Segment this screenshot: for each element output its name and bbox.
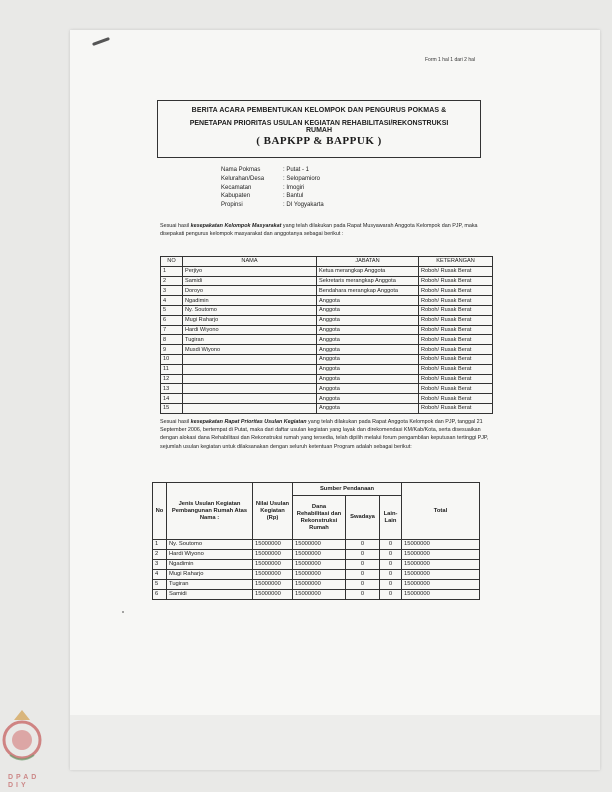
cell-total: 15000000 [402,570,480,580]
table-row [153,570,480,580]
cell-nama: Doroyo [183,286,317,296]
cell-keterangan: Roboh/ Rusak Berat [419,345,493,355]
cell-jabatan: Anggota [317,384,419,394]
table-row [161,354,493,364]
cell-nama: Hardi Wiyono [183,325,317,335]
col-no: NO [161,257,183,267]
members-header-row [161,257,493,267]
cell-dana: 15000000 [293,580,346,590]
cell-no: 1 [153,540,167,550]
cell-no: 4 [153,570,167,580]
info-value: : Selopamioro [283,175,321,182]
col-swadaya: Swadaya [346,496,380,540]
cell-no: 2 [153,550,167,560]
cell-no: 4 [161,296,183,306]
cell-lain: 0 [380,580,402,590]
cell-keterangan: Roboh/ Rusak Berat [419,384,493,394]
info-value: : Putat - 1 [283,167,310,173]
cell-dana: 15000000 [293,550,346,560]
cell-no: 5 [153,580,167,590]
table-row [161,286,493,296]
cell-jabatan: Anggota [317,296,419,306]
info-row [221,175,324,184]
table-row [153,540,480,550]
info-label: Kelurahan/Desa [221,175,265,182]
cell-nama: Ny. Soutomo [167,540,253,550]
cell-nama: Ngadimin [183,296,317,306]
info-label: Nama Pokmas [221,167,261,173]
cell-swadaya: 0 [346,550,380,560]
cell-no: 15 [161,403,183,413]
table-row [161,315,493,325]
info-label: Kecamatan [221,184,252,191]
title-line-2: PENETAPAN PRIORITAS USULAN KEGIATAN REHABILITASI/REKONSTRUKSI [189,120,449,127]
para2-text: Sesuai hasil [160,419,191,425]
table-row [153,590,480,600]
cell-jabatan: Anggota [317,345,419,355]
cell-nama: Mugi Raharjo [167,570,253,580]
info-value: : DI Yogyakarta [283,202,324,209]
table-row [161,335,493,345]
title-line-3: RUMAH [305,127,333,134]
cell-swadaya: 0 [346,590,380,600]
cell-jabatan: Bendahara merangkap Anggota [317,286,419,296]
info-row [221,192,324,201]
watermark-line-2: DIY [8,782,29,789]
table-row [161,345,493,355]
table-row [161,394,493,404]
cell-no: 3 [161,286,183,296]
cell-nama [183,403,317,413]
cell-nama [183,364,317,374]
cell-dana: 15000000 [293,560,346,570]
cell-no: 3 [153,560,167,570]
table-row [161,374,493,384]
cell-no: 8 [161,335,183,345]
cell-no: 6 [153,590,167,600]
cell-keterangan: Roboh/ Rusak Berat [419,266,493,276]
title-acronym: ( BAPKPP & BAPPUK ) [256,135,382,147]
cell-swadaya: 0 [346,580,380,590]
col-jabatan: JABATAN [317,257,419,267]
cell-keterangan: Roboh/ Rusak Berat [419,315,493,325]
info-label: Kabupaten [221,193,251,200]
cell-no: 14 [161,394,183,404]
cell-jabatan: Anggota [317,394,419,404]
cell-total: 15000000 [402,550,480,560]
cell-nama: Musdi Wiyono [183,345,317,355]
cell-nama [183,354,317,364]
cell-keterangan: Roboh/ Rusak Berat [419,286,493,296]
cell-jabatan: Anggota [317,374,419,384]
table-row [161,364,493,374]
table-row [153,580,480,590]
cell-nama: Perjiyo [183,266,317,276]
cell-total: 15000000 [402,540,480,550]
cell-dana: 15000000 [293,540,346,550]
info-row [221,166,324,175]
info-label: Propinsi [221,202,243,209]
cell-jabatan: Anggota [317,364,419,374]
col-jenis: Jenis Usulan Kegiatan Pembangunan Rumah Atas Nama : [167,483,253,540]
cell-no: 7 [161,325,183,335]
cell-nama: Samidi [183,276,317,286]
cell-nama: Ny. Soutomo [183,305,317,315]
cell-keterangan: Roboh/ Rusak Berat [419,364,493,374]
cell-keterangan: Roboh/ Rusak Berat [419,354,493,364]
priority-table [152,482,480,600]
cell-total: 15000000 [402,590,480,600]
form-number: Form 1 hal 1 dari 2 hal [425,57,476,63]
cell-nama: Tugiran [183,335,317,345]
cell-nama: Samidi [167,590,253,600]
col-no: No [153,483,167,540]
info-row [221,201,324,210]
cell-total: 15000000 [402,560,480,570]
cell-lain: 0 [380,590,402,600]
table-row [161,276,493,286]
cell-nilai: 15000000 [253,550,293,560]
cell-jabatan: Anggota [317,315,419,325]
priority-paragraph [160,418,490,451]
cell-no: 9 [161,345,183,355]
intro-paragraph [160,222,485,238]
col-sumber: Sumber Pendanaan [293,483,402,496]
cell-keterangan: Roboh/ Rusak Berat [419,325,493,335]
cell-keterangan: Roboh/ Rusak Berat [419,305,493,315]
intro-text-rest: yang telah dilakukan pada Rapat Musyawarah Anggota Kelompok dan PJP, maka disepakati pengurus kelompok masyarakat dan anggotanya sebagai berikut : [160,223,478,237]
info-value: : Imogiri [283,184,305,191]
intro-text: Sesuai hasil [160,223,191,229]
cell-jabatan: Anggota [317,305,419,315]
col-nilai: Nilai Usulan Kegiatan (Rp) [253,483,293,540]
cell-keterangan: Roboh/ Rusak Berat [419,335,493,345]
cell-keterangan: Roboh/ Rusak Berat [419,394,493,404]
cell-jabatan: Ketua merangkap Anggota [317,266,419,276]
cell-swadaya: 0 [346,540,380,550]
intro-emphasis: kesepakatan Kelompok Masyarakat [190,223,282,229]
col-lain: Lain-Lain [380,496,402,540]
cell-keterangan: Roboh/ Rusak Berat [419,403,493,413]
cell-no: 11 [161,364,183,374]
table-row [153,560,480,570]
cell-lain: 0 [380,540,402,550]
cell-jabatan: Anggota [317,335,419,345]
speck [122,611,124,613]
cell-nama [183,384,317,394]
cell-nilai: 15000000 [253,570,293,580]
table-row [161,266,493,276]
cell-no: 1 [161,266,183,276]
cell-swadaya: 0 [346,560,380,570]
table-row [161,325,493,335]
cell-swadaya: 0 [346,570,380,580]
cell-jabatan: Anggota [317,354,419,364]
cell-nilai: 15000000 [253,580,293,590]
cell-no: 5 [161,305,183,315]
table-row [161,305,493,315]
priority-header-row-1 [153,483,480,496]
cell-jabatan: Anggota [317,325,419,335]
cell-nama: Hardi Wiyono [167,550,253,560]
cell-keterangan: Roboh/ Rusak Berat [419,374,493,384]
cell-jabatan: Sekretaris merangkap Anggota [317,276,419,286]
watermark-text [8,774,39,790]
cell-nilai: 15000000 [253,590,293,600]
cell-no: 6 [161,315,183,325]
para2-emphasis: kesepakatan Rapat Prioritas Usulan Kegiatan [190,419,307,425]
cell-no: 13 [161,384,183,394]
title-box [157,100,481,158]
cell-nama: Ngadimin [167,560,253,570]
cell-dana: 15000000 [293,590,346,600]
watermark-line-1: DPAD [8,774,40,781]
cell-keterangan: Roboh/ Rusak Berat [419,276,493,286]
cell-no: 10 [161,354,183,364]
dpad-emblem-icon [0,700,50,770]
col-total: Total [402,483,480,540]
cell-nama [183,374,317,384]
cell-no: 2 [161,276,183,286]
cell-nilai: 15000000 [253,560,293,570]
cell-no: 12 [161,374,183,384]
cell-nama: Mugi Raharjo [183,315,317,325]
cell-keterangan: Roboh/ Rusak Berat [419,296,493,306]
cell-lain: 0 [380,550,402,560]
info-row [221,184,324,193]
cell-lain: 0 [380,560,402,570]
cell-jabatan: Anggota [317,403,419,413]
cell-nama [183,394,317,404]
para2-text-rest: yang telah dilakukan pada Rapat Anggota Kelompok dan PJP, tanggal 21 September 2006, bertempat di Putat, maka dari daftar usulan kegiatan yang layak dan direkomendasi KM/Kab/Kota, serta disesuaikan dengan alokasi dana Rehabilitasi dan Rekonstruksi rumah yang tersedia, telah dipilih melalui forum pengambilan keputusan tertinggi PJP, sejumlah usulan kegiatan untuk dilaksanakan dengan seluruh ketentuan Program adalah sebagai berikut: [160,419,489,450]
table-row [153,550,480,560]
table-row [161,296,493,306]
cell-dana: 15000000 [293,570,346,580]
col-dana: Dana Rehabilitasi dan Rekonstruksi Rumah [293,496,346,540]
col-keterangan: KETERANGAN [419,257,493,267]
cell-lain: 0 [380,570,402,580]
scan-bottom-band [70,715,600,770]
table-row [161,384,493,394]
cell-nama: Tugiran [167,580,253,590]
pokmas-info [221,166,324,210]
members-table [160,256,493,414]
table-row [161,403,493,413]
cell-total: 15000000 [402,580,480,590]
title-line-1: BERITA ACARA PEMBENTUKAN KELOMPOK DAN PENGURUS POKMAS & [191,107,447,114]
info-value: : Bantul [283,193,304,200]
col-nama: NAMA [183,257,317,267]
cell-nilai: 15000000 [253,540,293,550]
